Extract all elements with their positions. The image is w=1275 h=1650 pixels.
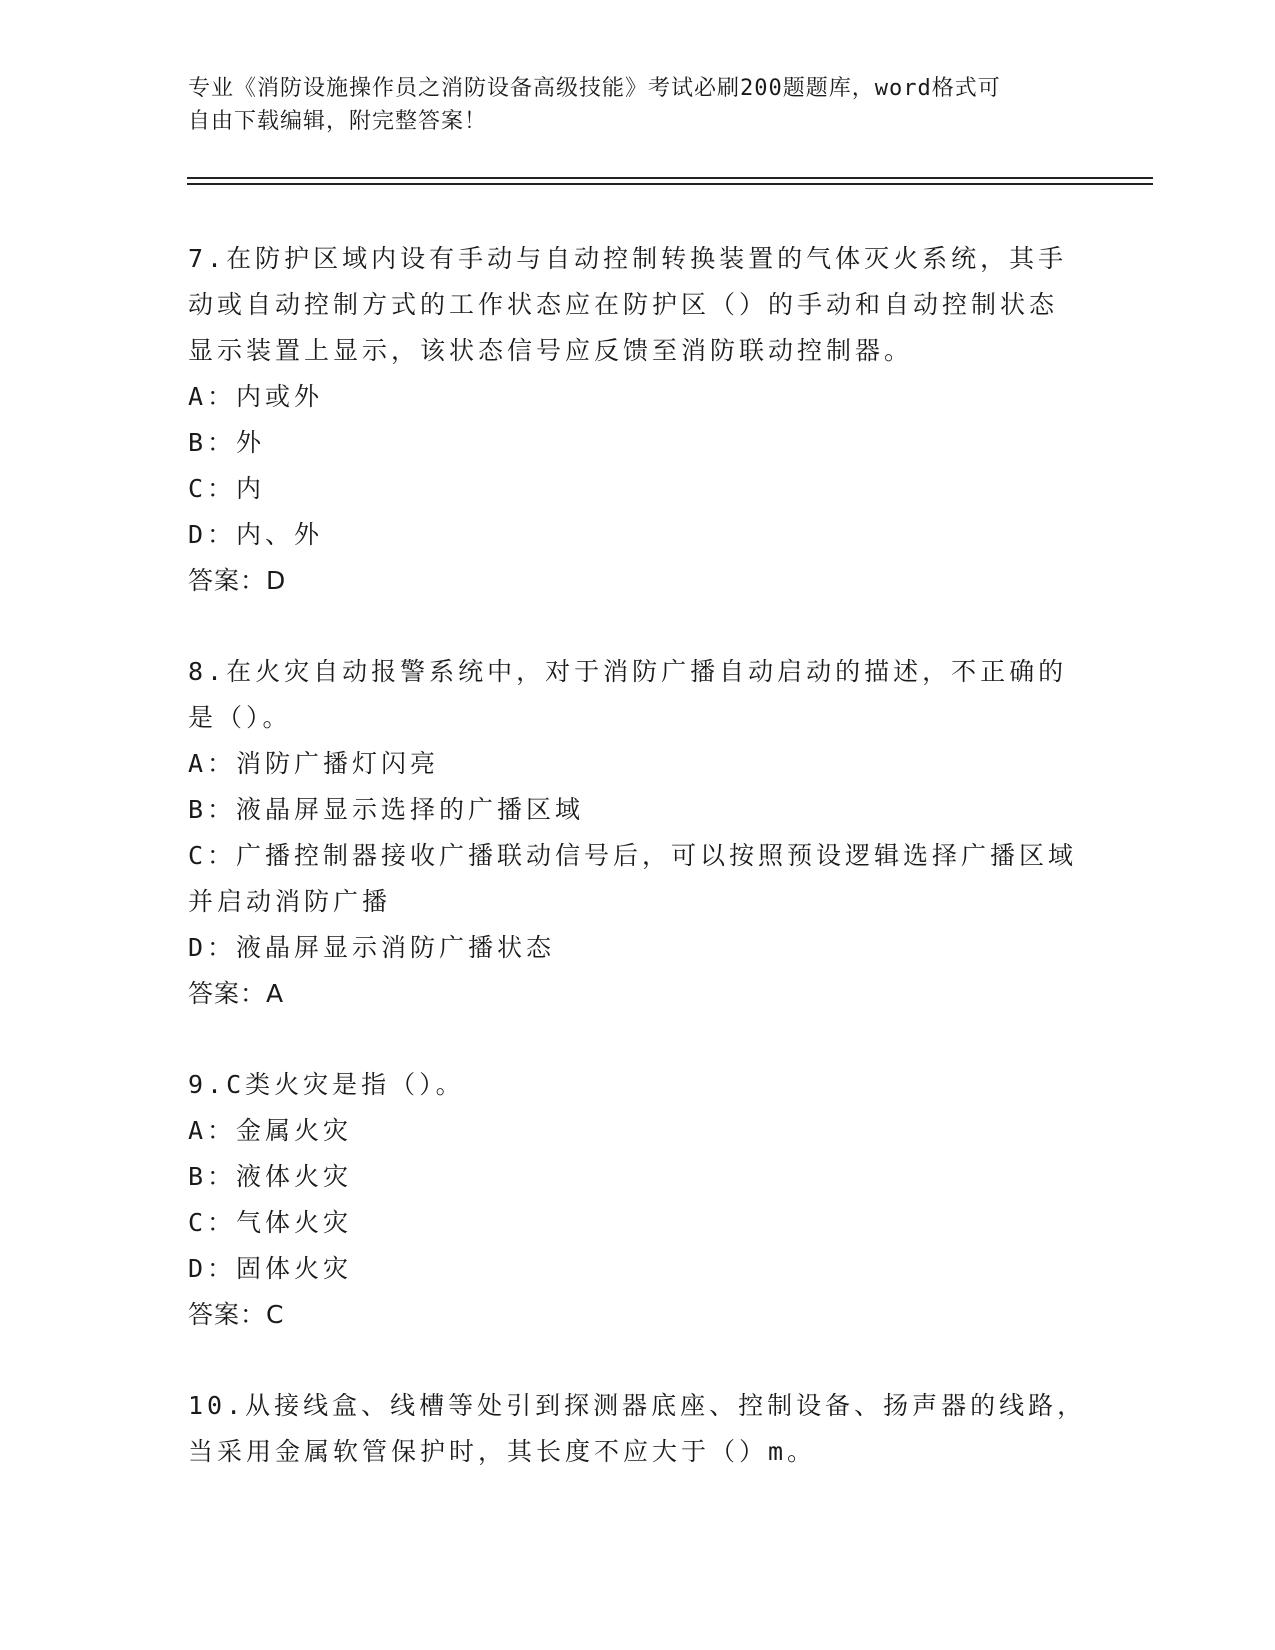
question-9	[188, 1062, 1088, 1338]
question-8	[188, 649, 1088, 1017]
option-b: B：液晶屏显示选择的广播区域	[188, 795, 585, 824]
option-c-continued: 并启动消防广播	[188, 887, 392, 916]
question-stem-line: 显示装置上显示，该状态信号应反馈至消防联动控制器。	[188, 336, 914, 365]
header-line-1: 专业《消防设施操作员之消防设备高级技能》考试必刷200题题库，word格式可	[188, 76, 1001, 101]
header-divider-top	[187, 177, 1153, 179]
question-10	[188, 1383, 1088, 1475]
option-b: B：液体火灾	[188, 1162, 353, 1191]
option-d: D：液晶屏显示消防广播状态	[188, 933, 556, 962]
header-divider-bottom	[187, 183, 1153, 185]
option-a: A：消防广播灯闪亮	[188, 749, 440, 778]
answer: 答案：D	[188, 566, 287, 595]
question-stem-line: 9.C类火灾是指（）。	[188, 1070, 465, 1099]
document-header	[188, 72, 1068, 138]
option-c: C：气体火灾	[188, 1208, 353, 1237]
question-stem-line: 8.在火灾自动报警系统中，对于消防广播自动启动的描述，不正确的	[188, 657, 1068, 686]
option-a: A：内或外	[188, 382, 324, 411]
question-stem-line: 7.在防护区域内设有手动与自动控制转换装置的气体灭火系统，其手	[188, 244, 1068, 273]
option-d: D：固体火灾	[188, 1254, 353, 1283]
question-stem-line: 动或自动控制方式的工作状态应在防护区（）的手动和自动控制状态	[188, 290, 1059, 319]
option-c: C：内	[188, 474, 266, 503]
question-stem-line: 10.从接线盒、线槽等处引到探测器底座、控制设备、扬声器的线路，	[188, 1391, 1087, 1420]
option-a: A：金属火灾	[188, 1116, 353, 1145]
question-stem-line: 当采用金属软管保护时，其长度不应大于（）m。	[188, 1437, 817, 1466]
question-7	[188, 236, 1088, 604]
answer: 答案：A	[188, 979, 285, 1008]
option-c: C：广播控制器接收广播联动信号后，可以按照预设逻辑选择广播区域	[188, 841, 1078, 870]
question-list	[188, 236, 1088, 1520]
header-line-2: 自由下载编辑，附完整答案！	[188, 109, 488, 134]
option-b: B：外	[188, 428, 266, 457]
question-stem-line: 是（）。	[188, 703, 292, 732]
option-d: D：内、外	[188, 520, 324, 549]
answer: 答案：C	[188, 1300, 285, 1329]
